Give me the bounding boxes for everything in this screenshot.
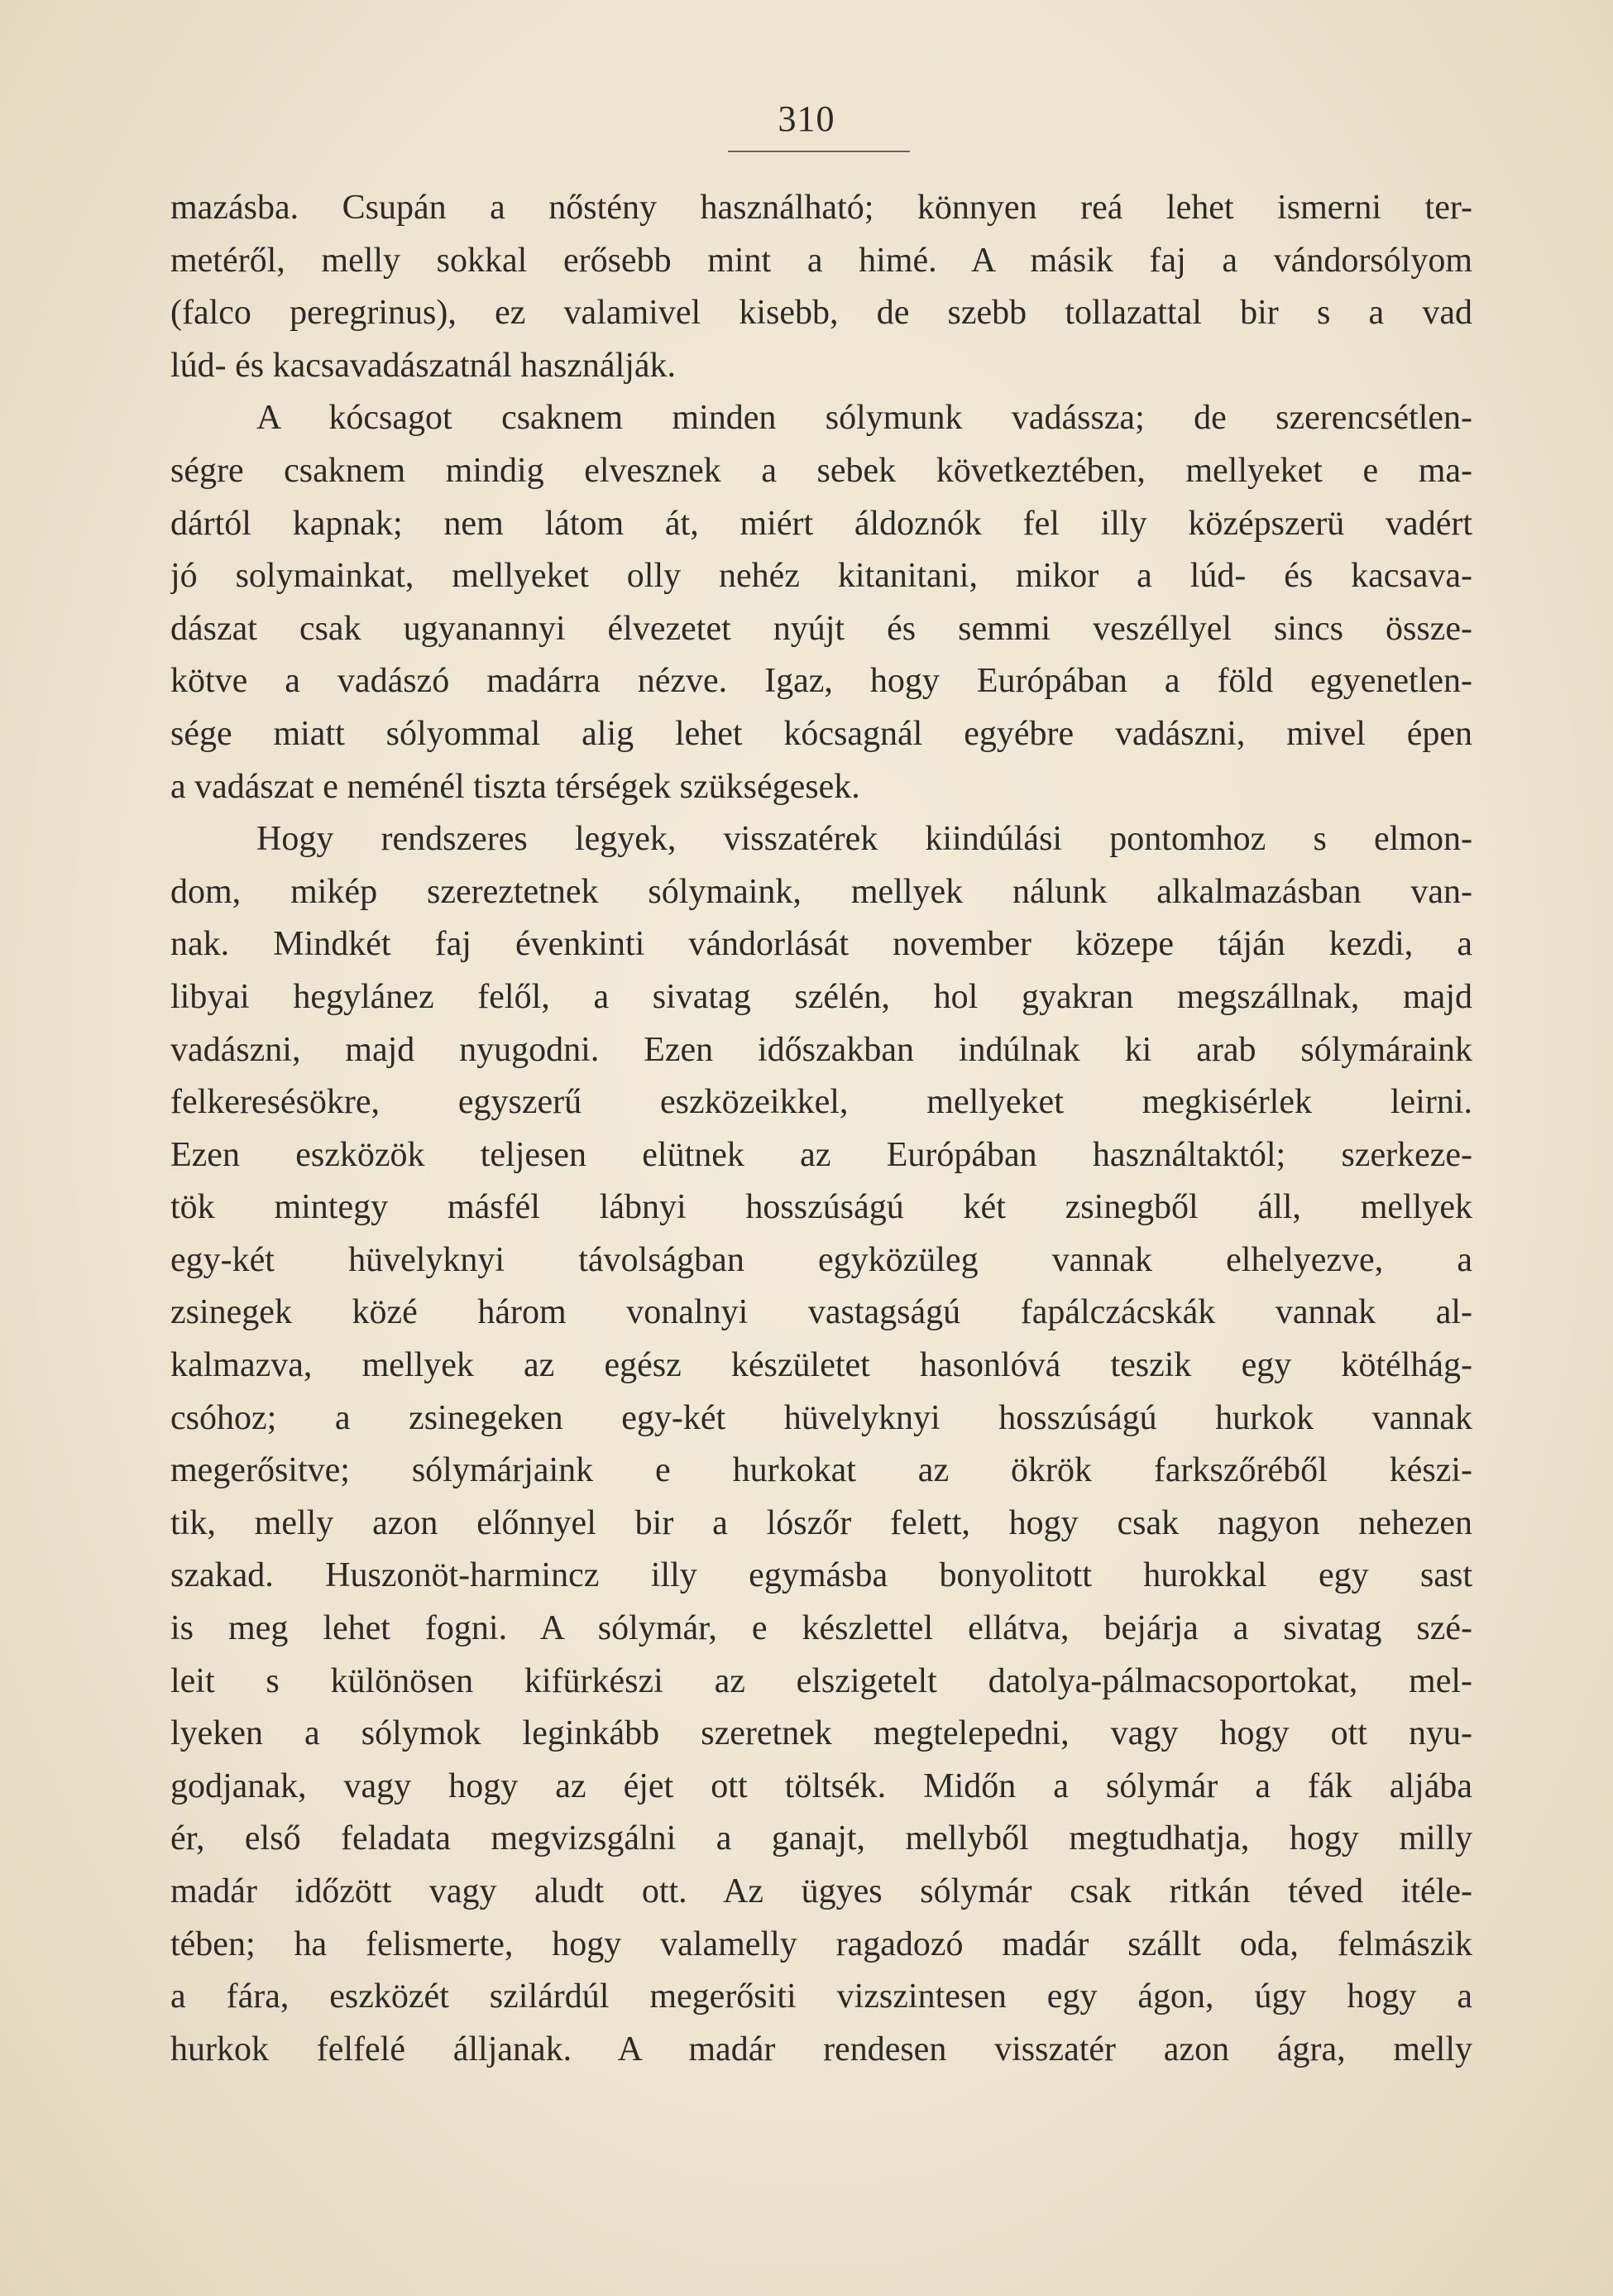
text-line: dártól kapnak; nem látom át, miért áldoznók fel illy középszerü vadért bbox=[170, 504, 1472, 543]
text-line: zsinegek közé három vonalnyi vastagságú fapálczácskák vannak al- bbox=[170, 1293, 1472, 1332]
text-line: dom, mikép szereztetnek sólymaink, mellyek nálunk alkalmazásban van- bbox=[170, 872, 1472, 911]
text-line: madár időzött vagy aludt ott. Az ügyes sólymár csak ritkán téved itéle- bbox=[170, 1872, 1472, 1910]
text-line: dászat csak ugyanannyi élvezetet nyújt és semmi veszéllyel sincs össze- bbox=[170, 609, 1472, 648]
text-line: a fára, eszközét szilárdúl megerősiti vizszintesen egy ágon, úgy hogy a bbox=[170, 1977, 1472, 2016]
text-line: csóhoz; a zsinegeken egy-két hüvelyknyi hosszúságú hurkok vannak bbox=[170, 1398, 1472, 1437]
text-line: Ezen eszközök teljesen elütnek az Európában használtaktól; szerkeze- bbox=[170, 1135, 1472, 1174]
page-number: 310 bbox=[778, 98, 835, 139]
text-line: (falco peregrinus), ez valamivel kisebb, de szebb tollazattal bir s a vad bbox=[170, 294, 1472, 333]
paragraph-start-line: Hogy rendszeres legyek, visszatérek kiindúlási pontomhoz s elmon- bbox=[256, 820, 1472, 859]
text-line: leit s különösen kifürkészi az elszigetelt datolya-pálmacsoportokat, mel- bbox=[170, 1661, 1472, 1700]
text-line: godjanak, vagy hogy az éjet ott töltsék. Midőn a sólymár a fák aljába bbox=[170, 1766, 1472, 1805]
text-line: lyeken a sólymok leginkább szeretnek megtelepedni, vagy hogy ott nyu- bbox=[170, 1714, 1472, 1753]
body-text bbox=[170, 182, 1472, 2076]
text-line: nak. Mindkét faj évenkinti vándorlását november közepe táján kezdi, a bbox=[170, 925, 1472, 964]
text-line: lúd- és kacsavadászatnál használják. bbox=[170, 346, 677, 385]
text-line: kalmazva, mellyek az egész készületet hasonlóvá teszik egy kötélhág- bbox=[170, 1346, 1472, 1385]
text-line: libyai hegylánez felől, a sivatag szélén, hol gyakran megszállnak, majd bbox=[170, 977, 1472, 1016]
text-line: mazásba. Csupán a nőstény használható; könnyen reá lehet ismerni ter- bbox=[170, 189, 1472, 227]
text-line: megerősitve; sólymárjaink e hurkokat az ökrök farkszőréből készi- bbox=[170, 1451, 1472, 1490]
text-line: jó solymainkat, mellyeket olly nehéz kitanitani, mikor a lúd- és kacsava- bbox=[170, 557, 1472, 596]
text-line: vadászni, majd nyugodni. Ezen időszakban indúlnak ki arab sólymáraink bbox=[170, 1030, 1472, 1069]
text-line: ér, első feladata megvizsgálni a ganajt, mellyből megtudhatja, hogy milly bbox=[170, 1819, 1472, 1858]
text-line: ségre csaknem mindig elvesznek a sebek következtében, mellyeket e ma- bbox=[170, 451, 1472, 490]
text-line: felkeresésökre, egyszerű eszközeikkel, mellyeket megkisérlek leirni. bbox=[170, 1083, 1472, 1122]
text-line: a vadászat e neménél tiszta térségek szükségesek. bbox=[170, 767, 860, 806]
text-line: hurkok felfelé álljanak. A madár rendesen visszatér azon ágra, melly bbox=[170, 2030, 1472, 2068]
text-line: tében; ha felismerte, hogy valamelly ragadozó madár szállt oda, felmászik bbox=[170, 1925, 1472, 1963]
text-line: metéről, melly sokkal erősebb mint a himé. A másik faj a vándorsólyom bbox=[170, 241, 1472, 280]
text-line: is meg lehet fogni. A sólymár, e készlettel ellátva, bejárja a sivatag szé- bbox=[170, 1609, 1472, 1648]
text-line: szakad. Huszonöt-harmincz illy egymásba bonyolitott hurokkal egy sast bbox=[170, 1556, 1472, 1595]
text-line: tök mintegy másfél lábnyi hosszúságú két zsinegből áll, mellyek bbox=[170, 1188, 1472, 1227]
text-line: egy-két hüvelyknyi távolságban egyközüleg vannak elhelyezve, a bbox=[170, 1240, 1472, 1279]
paragraph-start-line: A kócsagot csaknem minden sólymunk vadássza; de szerencsétlen- bbox=[256, 399, 1472, 438]
text-line: tik, melly azon előnnyel bir a lószőr felett, hogy csak nagyon nehezen bbox=[170, 1503, 1472, 1542]
text-line: sége miatt sólyommal alig lehet kócsagnál egyébre vadászni, mivel épen bbox=[170, 714, 1472, 753]
header-rule bbox=[728, 151, 910, 152]
text-line: kötve a vadászó madárra nézve. Igaz, hogy Európában a föld egyenetlen- bbox=[170, 662, 1472, 701]
